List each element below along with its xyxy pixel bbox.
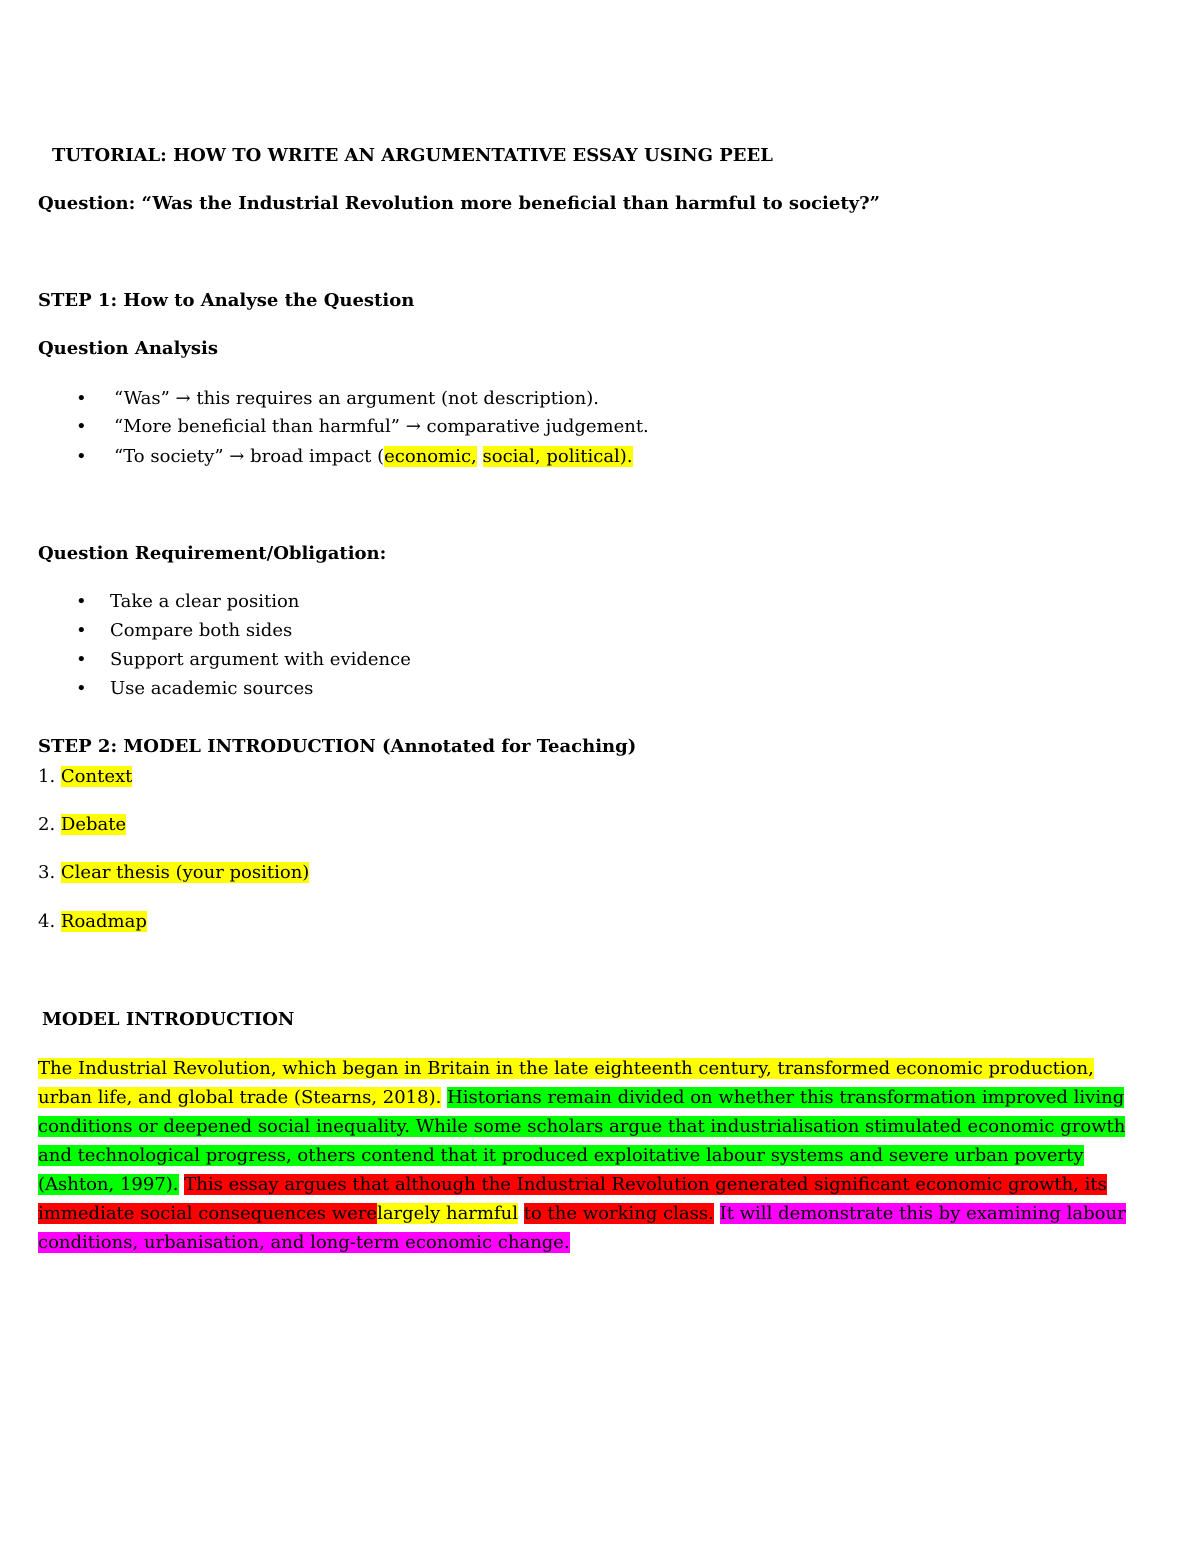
list-item: “Was” → this requires an argument (not description). bbox=[114, 388, 599, 409]
list-item: Compare both sides bbox=[110, 620, 293, 641]
thesis-part-b: largely harmful bbox=[377, 1203, 518, 1224]
model-introduction-paragraph bbox=[38, 1054, 1148, 1257]
essay-question: Question: “Was the Industrial Revolution more beneficial than harmful to society?” bbox=[38, 193, 880, 214]
list-item: 2. Debate bbox=[38, 814, 127, 835]
bullet-icon: • bbox=[76, 388, 87, 409]
highlight-social: social, bbox=[482, 446, 541, 467]
list-item: 4. Roadmap bbox=[38, 911, 147, 932]
step2-heading: STEP 2: MODEL INTRODUCTION (Annotated for Teaching) bbox=[38, 736, 637, 757]
bullet-icon: • bbox=[76, 620, 87, 641]
bullet-icon: • bbox=[76, 649, 87, 670]
highlight-economic: economic, bbox=[384, 446, 477, 467]
document-title: TUTORIAL: HOW TO WRITE AN ARGUMENTATIVE ESSAY USING PEEL bbox=[52, 145, 773, 166]
list-item: 1. Context bbox=[38, 766, 133, 787]
highlight-political: political). bbox=[546, 446, 633, 467]
thesis-part-a: This essay argues that although the Industrial Revolution generated significant economic growth, its immediate social consequences were bbox=[38, 1174, 1107, 1224]
list-item: “More beneficial than harmful” → comparative judgement. bbox=[114, 416, 649, 437]
bullet-icon: • bbox=[76, 591, 87, 612]
list-item: 3. Clear thesis (your position) bbox=[38, 862, 310, 883]
debate-sentences: Historians remain divided on whether this transformation improved living conditions or deepened social inequality. While some scholars argue that industrialisation stimulated economic growth and technological progress, others contend that it produced exploitative labour systems and severe urban poverty (Ashton, 1997). bbox=[38, 1087, 1126, 1195]
list-item: Use academic sources bbox=[110, 678, 314, 699]
question-analysis-heading: Question Analysis bbox=[38, 338, 218, 359]
step1-heading: STEP 1: How to Analyse the Question bbox=[38, 290, 415, 311]
bullet-icon: • bbox=[76, 446, 87, 467]
context-sentence: The Industrial Revolution, which began in Britain in the late eighteenth century, transformed economic production, urban life, and global trade (Stearns, 2018). bbox=[38, 1058, 1094, 1108]
list-item: Take a clear position bbox=[110, 591, 300, 612]
highlight-roadmap: Roadmap bbox=[60, 911, 147, 932]
highlight-thesis: Clear thesis (your position) bbox=[60, 862, 310, 883]
bullet-icon: • bbox=[76, 416, 87, 437]
highlight-context: Context bbox=[60, 766, 133, 787]
requirement-heading: Question Requirement/Obligation: bbox=[38, 543, 387, 564]
list-item: “To society” → broad impact (economic, social, political). bbox=[114, 446, 633, 467]
highlight-debate: Debate bbox=[60, 814, 127, 835]
thesis-part-c: to the working class. bbox=[523, 1203, 714, 1224]
model-introduction-heading: MODEL INTRODUCTION bbox=[42, 1009, 295, 1030]
roadmap-sentence: It will demonstrate this by examining labour conditions, urbanisation, and long-term economic change. bbox=[38, 1203, 1126, 1253]
list-item: Support argument with evidence bbox=[110, 649, 411, 670]
bullet-icon: • bbox=[76, 678, 87, 699]
